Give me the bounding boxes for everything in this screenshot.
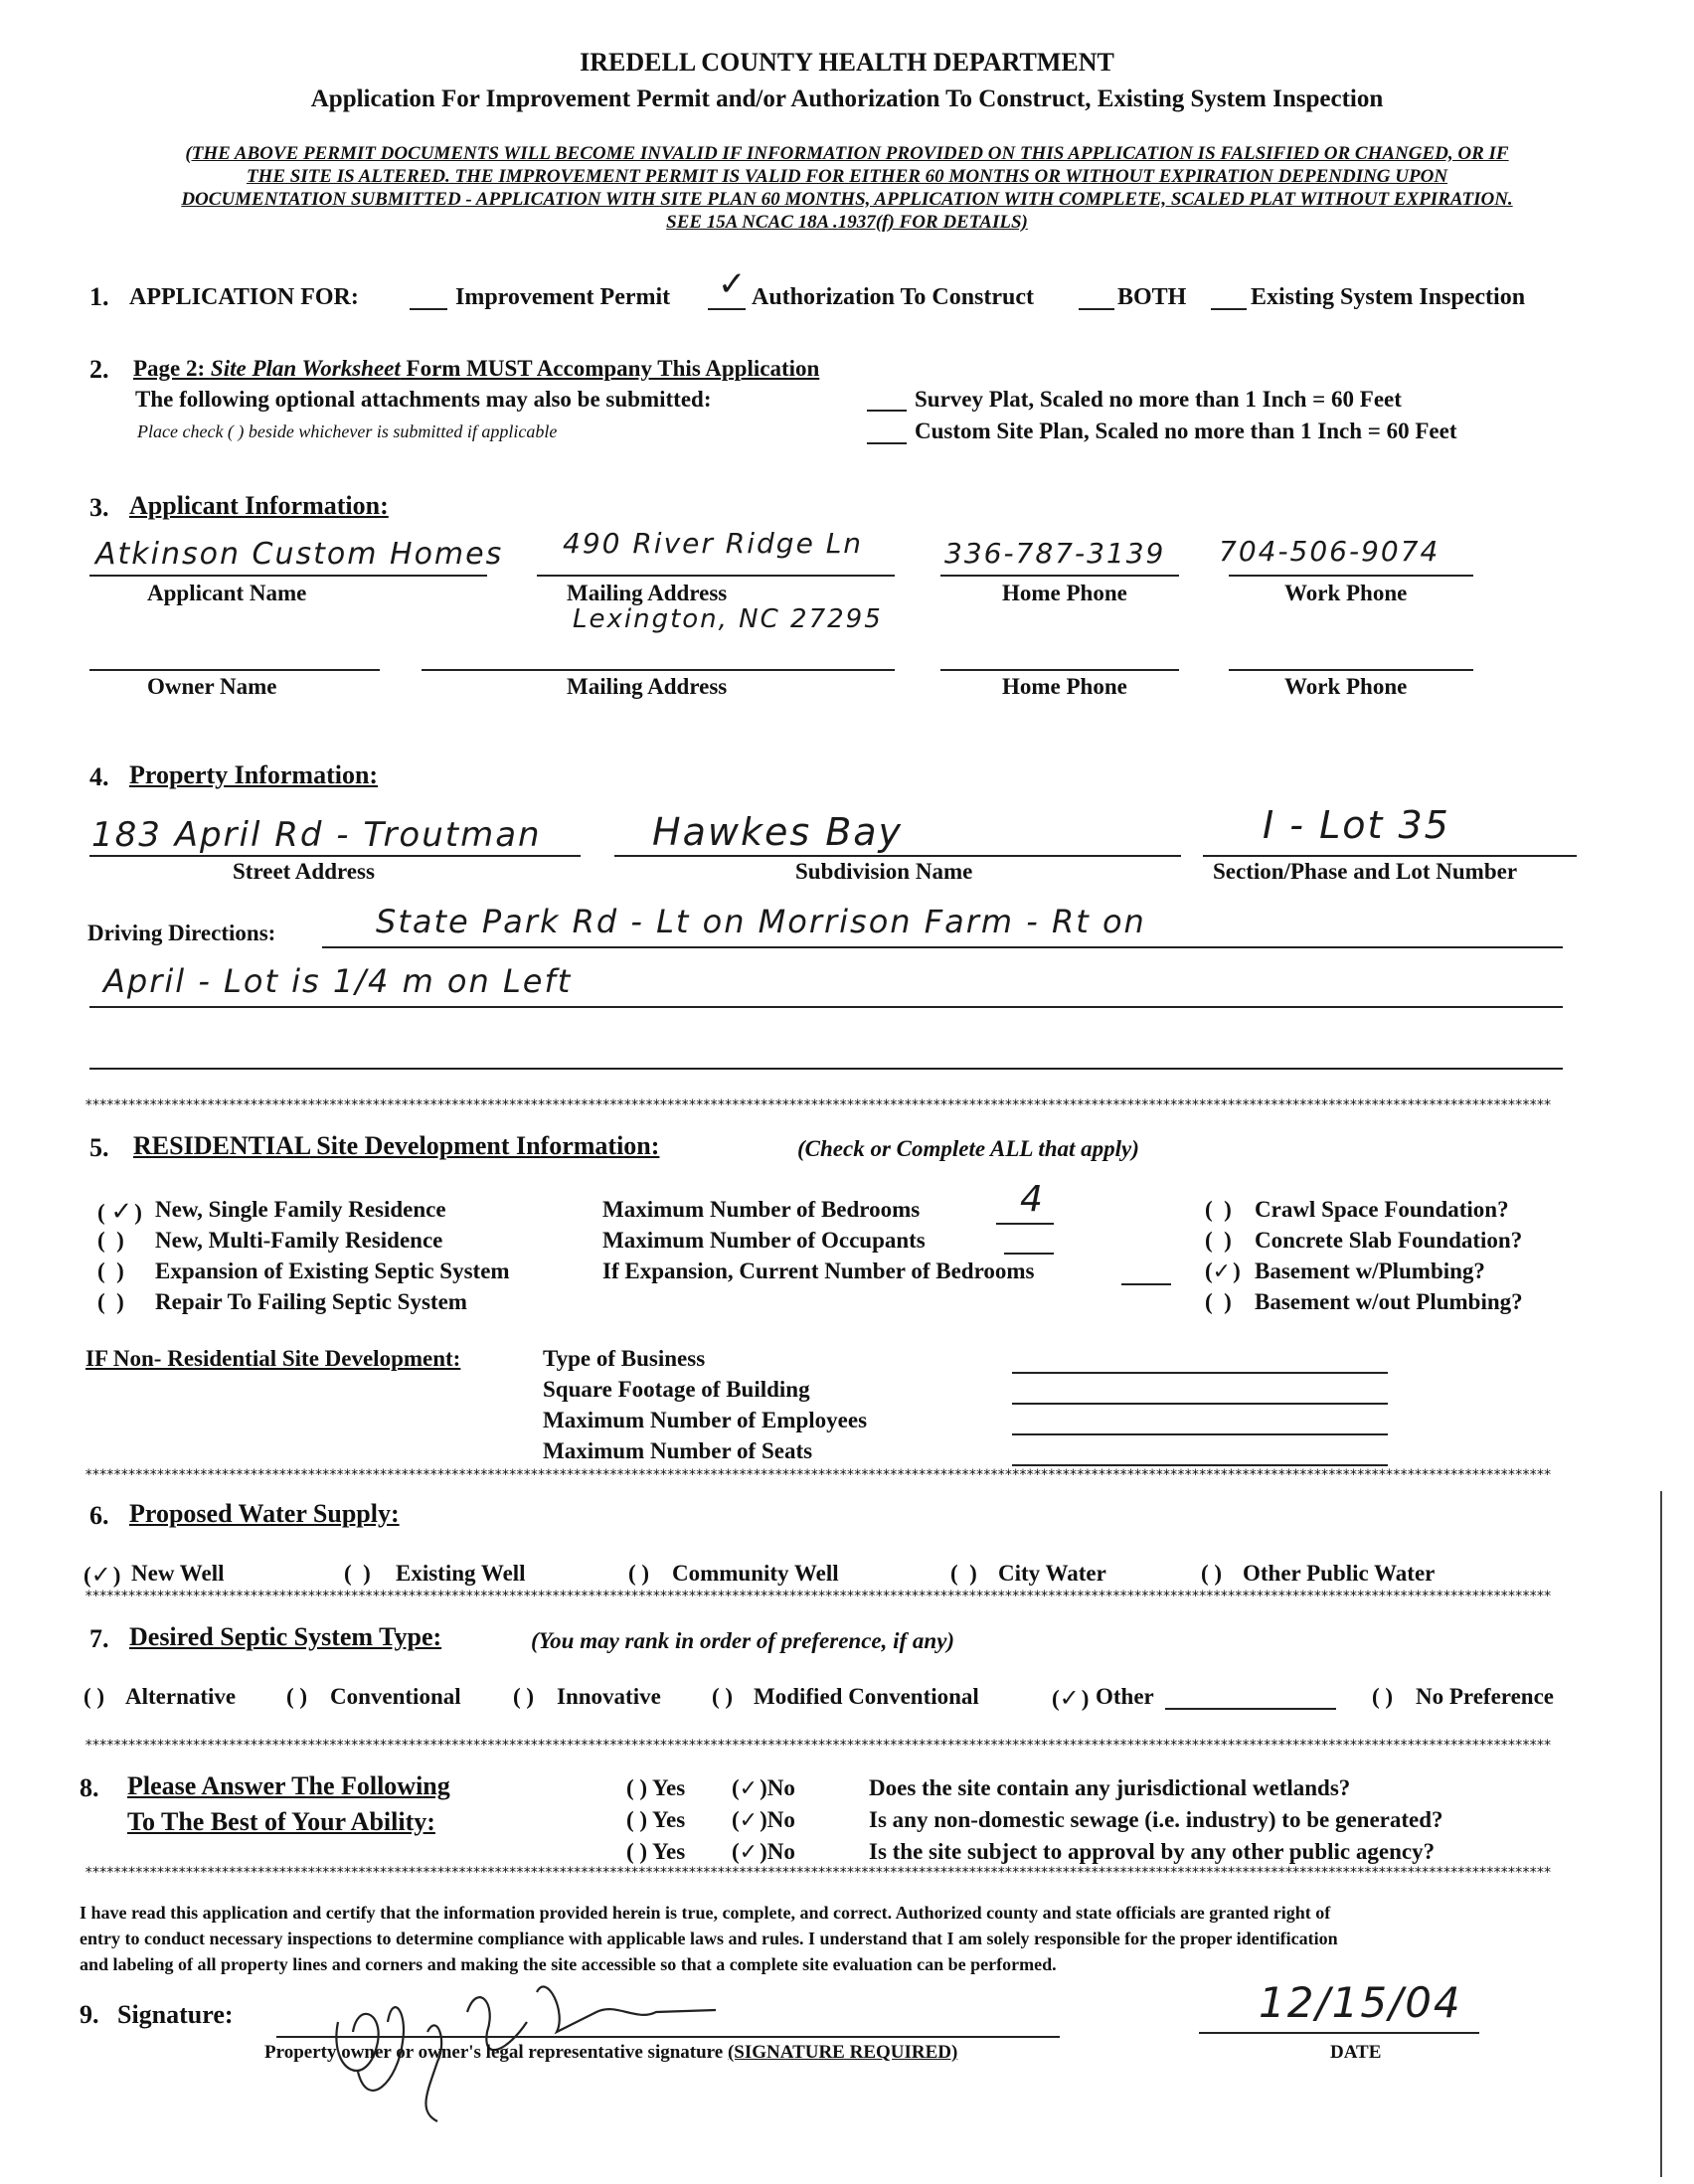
new-well-label: New Well xyxy=(131,1561,225,1586)
max-bedrooms-line[interactable] xyxy=(996,1223,1054,1225)
max-occupants-label: Maximum Number of Occupants xyxy=(602,1228,926,1253)
driving-directions-value-1: State Park Rd - Lt on Morrison Farm - Rt on xyxy=(376,903,1146,940)
mailing-address-line[interactable] xyxy=(537,575,895,577)
work-phone-label: Work Phone xyxy=(1284,581,1408,605)
work-phone-value: 704-506-9074 xyxy=(1219,535,1440,568)
community-well-label: Community Well xyxy=(672,1561,839,1586)
multi-family-label: New, Multi-Family Residence xyxy=(155,1228,443,1253)
custom-site-plan-checkline[interactable] xyxy=(867,442,907,444)
max-employees-label: Maximum Number of Employees xyxy=(543,1408,868,1432)
answer-title-1: Please Answer The Following xyxy=(127,1771,450,1800)
both-checkline[interactable] xyxy=(1079,308,1114,310)
max-employees-line[interactable] xyxy=(1012,1433,1388,1435)
multi-family-checkbox[interactable]: ( ) xyxy=(97,1228,124,1253)
basement-plumbing-checkbox[interactable]: (✓) xyxy=(1205,1259,1241,1284)
separator-4: ************************************************************************************************************************************************************************************************************ xyxy=(85,1738,1551,1754)
conventional-label: Conventional xyxy=(330,1684,461,1709)
separator-1: ************************************************************************************************************************************************************************************************************ xyxy=(85,1097,1551,1113)
modified-conventional-checkbox[interactable]: ( ) xyxy=(712,1684,734,1709)
existing-well-checkbox[interactable]: ( ) xyxy=(344,1561,371,1586)
certification-line-3: and labeling of all property lines and corners and making the site accessible so that a complete site evaluation can be performed. xyxy=(80,1954,1057,1974)
separator-2: ************************************************************************************************************************************************************************************************************ xyxy=(85,1467,1551,1483)
septic-type-note: (You may rank in order of preference, if any) xyxy=(531,1628,955,1653)
driving-directions-value-2: April - Lot is 1/4 m on Left xyxy=(103,962,573,1000)
q2-no[interactable]: (✓)No xyxy=(732,1807,795,1833)
section-6-number: 6. xyxy=(89,1501,109,1530)
place-check-note: Place check ( ) beside whichever is submitted if applicable xyxy=(137,421,558,441)
other-public-water-label: Other Public Water xyxy=(1243,1561,1436,1586)
subdivision-value: Hawkes Bay xyxy=(652,810,904,854)
owner-home-phone-line[interactable] xyxy=(940,669,1179,671)
driving-directions-line-2[interactable] xyxy=(89,1006,1563,1008)
no-preference-label: No Preference xyxy=(1416,1684,1554,1709)
innovative-checkbox[interactable]: ( ) xyxy=(513,1684,535,1709)
section-lot-value: I - Lot 35 xyxy=(1263,803,1450,847)
current-bedrooms-label: If Expansion, Current Number of Bedrooms xyxy=(602,1259,1035,1283)
notice-line-4: SEE 15A NCAC 18A .1937(f) FOR DETAILS) xyxy=(666,212,1028,233)
owner-mailing-label: Mailing Address xyxy=(567,674,728,699)
subdivision-label: Subdivision Name xyxy=(795,859,973,884)
driving-directions-line-3[interactable] xyxy=(89,1068,1563,1070)
single-family-checkbox[interactable]: ( ✓) xyxy=(97,1197,142,1227)
notice-line-1: (THE ABOVE PERMIT DOCUMENTS WILL BECOME INVALID IF INFORMATION PROVIDED ON THIS APPLICATION IS FALSIFIED OR CHANGED, OR IF xyxy=(185,143,1509,164)
improvement-permit-checkline[interactable] xyxy=(410,308,447,310)
authorization-checkline[interactable] xyxy=(708,308,746,310)
street-address-value: 183 April Rd - Troutman xyxy=(91,815,542,855)
form-subtitle: Application For Improvement Permit and/or Authorization To Construct, Existing System Inspection xyxy=(310,85,1384,112)
subdivision-line[interactable] xyxy=(614,855,1181,857)
application-for-label: APPLICATION FOR: xyxy=(129,284,359,310)
section-lot-line[interactable] xyxy=(1203,855,1577,857)
separator-3: ************************************************************************************************************************************************************************************************************ xyxy=(85,1589,1551,1604)
other-septic-label: Other xyxy=(1096,1684,1154,1709)
property-info-title: Property Information: xyxy=(129,760,379,789)
city-water-label: City Water xyxy=(998,1561,1106,1586)
owner-mailing-line[interactable] xyxy=(422,669,895,671)
other-septic-checkbox[interactable]: (✓) xyxy=(1052,1684,1090,1712)
basement-plumbing-label: Basement w/Plumbing? xyxy=(1255,1259,1485,1283)
improvement-permit-option: Improvement Permit xyxy=(455,284,671,310)
street-address-line[interactable] xyxy=(89,855,581,857)
authorization-check-mark: ✓ xyxy=(718,264,749,304)
certification-line-2: entry to conduct necessary inspections to determine compliance with applicable laws and rules. I understand that I am solely responsible for the proper identification xyxy=(80,1929,1338,1948)
certification-line-1: I have read this application and certify that the information provided herein is true, complete, and correct. Authorized county and state officials are granted right of xyxy=(80,1903,1331,1923)
applicant-name-label: Applicant Name xyxy=(147,581,307,605)
no-preference-checkbox[interactable]: ( ) xyxy=(1372,1684,1394,1709)
square-footage-line[interactable] xyxy=(1012,1403,1388,1405)
applicant-name-value: Atkinson Custom Homes xyxy=(95,537,504,572)
repair-checkbox[interactable]: ( ) xyxy=(97,1289,124,1314)
authorization-option: Authorization To Construct xyxy=(752,284,1035,310)
survey-plat-option: Survey Plat, Scaled no more than 1 Inch = 60 Feet xyxy=(915,387,1402,412)
home-phone-value: 336-787-3139 xyxy=(944,537,1166,570)
q3-yes[interactable]: ( ) Yes xyxy=(626,1839,686,1864)
date-label: DATE xyxy=(1330,2042,1382,2063)
type-of-business-line[interactable] xyxy=(1012,1372,1388,1374)
city-water-checkbox[interactable]: ( ) xyxy=(950,1561,977,1586)
water-supply-title: Proposed Water Supply: xyxy=(129,1499,400,1528)
section-9-number: 9. xyxy=(80,2000,99,2029)
existing-inspection-option: Existing System Inspection xyxy=(1251,284,1526,310)
section-3-number: 3. xyxy=(89,493,109,522)
q2-yes[interactable]: ( ) Yes xyxy=(626,1807,686,1832)
alternative-checkbox[interactable]: ( ) xyxy=(84,1684,105,1709)
applicant-name-line[interactable] xyxy=(89,575,487,577)
scan-edge-line xyxy=(1660,1491,1662,2177)
concrete-slab-label: Concrete Slab Foundation? xyxy=(1255,1228,1523,1253)
septic-type-title: Desired Septic System Type: xyxy=(129,1622,442,1651)
current-bedrooms-line[interactable] xyxy=(1121,1283,1171,1285)
question-sewage: Is any non-domestic sewage (i.e. industry) to be generated? xyxy=(869,1807,1443,1832)
non-residential-label: IF Non- Residential Site Development: xyxy=(85,1346,461,1371)
applicant-info-title: Applicant Information: xyxy=(129,491,389,520)
residential-title: RESIDENTIAL Site Development Information: xyxy=(133,1131,660,1160)
concrete-slab-checkbox[interactable]: ( ) xyxy=(1205,1228,1232,1253)
optional-attachments-text: The following optional attachments may also be submitted: xyxy=(135,387,712,412)
date-line[interactable] xyxy=(1199,2032,1479,2034)
other-septic-line[interactable] xyxy=(1165,1708,1336,1710)
separator-5: ************************************************************************************************************************************************************************************************************ xyxy=(85,1865,1551,1881)
new-well-checkbox[interactable]: (✓) xyxy=(84,1561,121,1589)
signature-caption: Property owner or owner's legal representative signature (SIGNATURE REQUIRED) xyxy=(264,2042,958,2063)
driving-directions-label: Driving Directions: xyxy=(87,921,276,945)
driving-directions-line-1[interactable] xyxy=(322,946,1563,948)
max-bedrooms-label: Maximum Number of Bedrooms xyxy=(602,1197,921,1222)
section-7-number: 7. xyxy=(89,1624,109,1653)
section-8-number: 8. xyxy=(80,1773,99,1802)
type-of-business-label: Type of Business xyxy=(543,1346,706,1371)
home-phone-label: Home Phone xyxy=(1002,581,1127,605)
existing-well-label: Existing Well xyxy=(396,1561,526,1586)
conventional-checkbox[interactable]: ( ) xyxy=(286,1684,308,1709)
max-seats-line[interactable] xyxy=(1012,1464,1388,1466)
innovative-label: Innovative xyxy=(557,1684,661,1709)
home-phone-line[interactable] xyxy=(940,575,1179,577)
basement-no-plumbing-checkbox[interactable]: ( ) xyxy=(1205,1289,1232,1314)
answer-title-2: To The Best of Your Ability: xyxy=(127,1807,435,1836)
q1-no[interactable]: (✓)No xyxy=(732,1775,795,1801)
single-family-label: New, Single Family Residence xyxy=(155,1197,446,1222)
other-public-water-checkbox[interactable]: ( ) xyxy=(1201,1561,1223,1586)
crawl-space-label: Crawl Space Foundation? xyxy=(1255,1197,1509,1222)
street-address-label: Street Address xyxy=(233,859,375,884)
site-plan-requirement: Page 2: Site Plan Worksheet Form MUST Accompany This Application xyxy=(133,356,820,381)
work-phone-line[interactable] xyxy=(1229,575,1473,577)
expansion-label: Expansion of Existing Septic System xyxy=(155,1259,510,1283)
residential-note: (Check or Complete ALL that apply) xyxy=(797,1136,1139,1161)
alternative-label: Alternative xyxy=(125,1684,237,1709)
owner-home-phone-label: Home Phone xyxy=(1002,674,1127,699)
custom-site-plan-option: Custom Site Plan, Scaled no more than 1 Inch = 60 Feet xyxy=(915,419,1457,443)
modified-conventional-label: Modified Conventional xyxy=(754,1684,979,1709)
signature-date-value: 12/15/04 xyxy=(1259,1978,1462,2027)
owner-work-phone-line[interactable] xyxy=(1229,669,1473,671)
repair-label: Repair To Failing Septic System xyxy=(155,1289,467,1314)
owner-name-label: Owner Name xyxy=(147,674,277,699)
mailing-address-value-2: Lexington, NC 27295 xyxy=(573,604,883,634)
q3-no[interactable]: (✓)No xyxy=(732,1839,795,1865)
notice-line-3: DOCUMENTATION SUBMITTED - APPLICATION WITH SITE PLAN 60 MONTHS, APPLICATION WITH COMPLETE, SCALED PLAT WITHOUT EXPIRATION. xyxy=(181,189,1513,210)
crawl-space-checkbox[interactable]: ( ) xyxy=(1205,1197,1232,1222)
section-lot-label: Section/Phase and Lot Number xyxy=(1213,859,1518,884)
survey-plat-checkline[interactable] xyxy=(867,410,907,412)
square-footage-label: Square Footage of Building xyxy=(543,1377,810,1402)
both-option: BOTH xyxy=(1117,284,1187,310)
section-1-number: 1. xyxy=(89,282,109,311)
signature-line[interactable] xyxy=(276,2036,1060,2038)
notice-line-2: THE SITE IS ALTERED. THE IMPROVEMENT PERMIT IS VALID FOR EITHER 60 MONTHS OR WITHOUT EXPIRATION DEPENDING UPON xyxy=(246,166,1448,187)
owner-name-line[interactable] xyxy=(89,669,380,671)
basement-no-plumbing-label: Basement w/out Plumbing? xyxy=(1255,1289,1523,1314)
existing-inspection-checkline[interactable] xyxy=(1211,308,1247,310)
q1-yes[interactable]: ( ) Yes xyxy=(626,1775,686,1800)
section-2-number: 2. xyxy=(89,355,109,384)
question-wetlands: Does the site contain any jurisdictional wetlands? xyxy=(869,1775,1351,1800)
form-title: IREDELL COUNTY HEALTH DEPARTMENT xyxy=(580,48,1114,77)
max-bedrooms-value: 4 xyxy=(1020,1179,1045,1220)
question-public-agency: Is the site subject to approval by any other public agency? xyxy=(869,1839,1436,1864)
mailing-address-label: Mailing Address xyxy=(567,581,728,605)
mailing-address-value-1: 490 River Ridge Ln xyxy=(563,527,864,560)
max-occupants-line[interactable] xyxy=(1004,1253,1054,1255)
section-4-number: 4. xyxy=(89,762,109,791)
signature-label: Signature: xyxy=(117,2000,234,2029)
section-5-number: 5. xyxy=(89,1133,109,1162)
community-well-checkbox[interactable]: ( ) xyxy=(628,1561,650,1586)
expansion-checkbox[interactable]: ( ) xyxy=(97,1259,124,1283)
owner-work-phone-label: Work Phone xyxy=(1284,674,1408,699)
max-seats-label: Maximum Number of Seats xyxy=(543,1438,813,1463)
